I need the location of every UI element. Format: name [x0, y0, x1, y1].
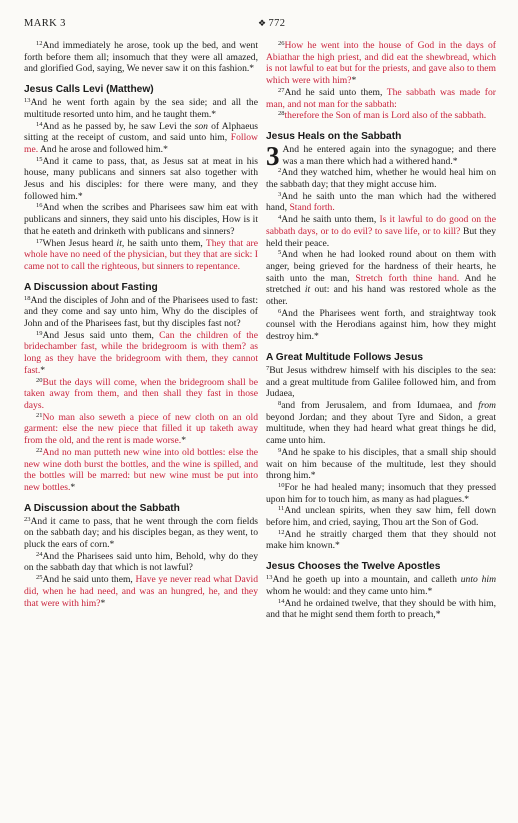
- verse-text: of Alphaeus sitting at the receipt of custom, and said unto him,: [24, 120, 258, 144]
- verse-number: 19: [36, 329, 43, 337]
- words-of-christ: They that are whole have no need of the physician, but they that are sick: I came not to call the righteous, but sinners to repentance.: [24, 237, 258, 272]
- verse-number: 16: [36, 202, 43, 210]
- words-of-christ: Stretch forth thine hand.: [355, 272, 460, 284]
- verse-text: And he saith unto the man which had the withered hand,: [266, 190, 496, 214]
- verse-number: 20: [36, 376, 43, 384]
- words-of-christ: And no man putteth new wine into old bottles: else the new wine doth burst the bottles, and the wine is spilled, and the bottles will be marred: but new wine must be put into new bottles.: [24, 446, 258, 493]
- verse: [266, 191, 496, 214]
- verse-text: And Jesus said unto them,: [42, 329, 160, 341]
- verse-number: 12: [278, 528, 285, 536]
- verse: [266, 598, 496, 621]
- verse: [266, 308, 496, 343]
- verse: [266, 110, 496, 122]
- words-of-christ: Can the children of the bridechamber fast, while the bridegroom is with them? as long as they have the bridegroom with them, they cannot fast.: [24, 329, 258, 376]
- verse-text: And he saith unto them,: [281, 214, 380, 226]
- words-of-christ: Have ye never read what David did, when he had need, and was an hungred, he, and they that were with him?: [24, 574, 258, 609]
- verse: [266, 482, 496, 505]
- words-of-christ: No man also seweth a piece of new cloth on an old garment: else the new piece that filled it up taketh away from the old, and the rent is made worse.: [24, 411, 258, 447]
- verse-text: And he ordained twelve, that they should be with him, and that he might send them forth to preach,*: [266, 597, 496, 621]
- verse-footnote-mark: *: [181, 435, 186, 447]
- verse-text: And he said unto them,: [42, 574, 136, 586]
- words-of-christ: Is it lawful to do good on the sabbath days, or to do evil? to save life, or to kill?: [266, 214, 496, 237]
- verse-text: But Jesus withdrew himself with his disciples to the sea: and a great multitude from Galilee followed him, and from Judaea,: [266, 364, 496, 400]
- verse-text: And he went forth again by the sea side; and all the multitude resorted unto him, and he taught them.*: [24, 97, 258, 120]
- verse-text: And he stretched: [266, 272, 496, 296]
- verse: [266, 505, 496, 528]
- italic-word: unto him: [460, 574, 496, 586]
- verse-text: And they watched him, whether he would heal him on the sabbath day; that they might accuse him.: [266, 167, 496, 191]
- book-chapter-header: MARK 3: [24, 18, 66, 29]
- verse-number: 3: [278, 190, 282, 198]
- verse: [266, 365, 496, 400]
- verse-footnote-mark: *: [100, 597, 106, 609]
- verse-text: And the Pharisees went forth, and straightway took counsel with the Herodians against him, how they might destroy him.*: [266, 307, 496, 343]
- verse-text: For he had healed many; insomuch that they pressed upon him for to touch him, as many as had plagues.*: [266, 481, 496, 505]
- verse-number: 18: [24, 294, 31, 302]
- verse-text: When Jesus heard: [42, 237, 117, 249]
- verse-number: 21: [36, 411, 43, 419]
- verse-text: And when the scribes and Pharisees saw him eat with publicans and sinners, they said unto his disciples, How is it that he eateth and drinketh with publicans and sinners?: [24, 202, 258, 237]
- section-heading: A Great Multitude Follows Jesus: [266, 351, 423, 363]
- verse: [266, 140, 496, 171]
- verse-text: And he spake to his disciples, that a small ship should wait on him because of the multitude, lest they should throng him.*: [266, 446, 496, 482]
- page-number: [258, 18, 285, 29]
- section-heading: A Discussion about the Sabbath: [24, 502, 180, 514]
- verse: [24, 330, 258, 377]
- italic-word: it: [304, 284, 311, 296]
- verse: [24, 574, 258, 609]
- verse-text: And the Pharisees said unto him, Behold, why do they on the sabbath day that which is not lawful?: [24, 550, 258, 574]
- verse-number: 22: [36, 446, 43, 454]
- verse: [266, 447, 496, 482]
- words-of-christ: How he went into the house of God in the days of Abiathar the high priest, and did eat the shewbread, which is not lawful to eat but for the priests, and gave also to them which were with him?: [266, 40, 496, 87]
- verse-text: And unclean spirits, when they saw him, fell down before him, and cried, saying, Thou art the Son of God.: [266, 505, 496, 529]
- verse-number: 5: [278, 249, 282, 257]
- verse-number: 25: [36, 574, 43, 582]
- verse-text: And he arose and followed him.*: [38, 143, 168, 155]
- verse-text: And it came to pass, that he went through the corn fields on the sabbath day; and his disciples began, as they went, to pluck the ears of corn.*: [24, 515, 258, 551]
- italic-word: it: [116, 237, 122, 249]
- section-heading: Jesus Chooses the Twelve Apostles: [266, 561, 441, 573]
- verse-text: and from Jerusalem, and from Idumaea, and: [281, 399, 479, 411]
- verse-text: And when he had looked round about on them with anger, being grieved for the hardness of their hearts, he saith unto the man,: [266, 249, 496, 284]
- italic-word: son: [194, 120, 208, 132]
- verse-text: But they held their peace.: [266, 225, 496, 249]
- verse: [266, 214, 496, 249]
- verse-number: 14: [36, 120, 43, 128]
- right-column: [266, 40, 496, 809]
- verse-number: 17: [36, 237, 43, 245]
- verse: [24, 121, 258, 156]
- verse-number: 10: [278, 481, 285, 489]
- verse: [24, 295, 258, 330]
- verse-number: 28: [278, 110, 285, 118]
- page-ornament-icon: ❖: [258, 18, 267, 28]
- verse-number: 9: [278, 446, 282, 454]
- verse-number: 15: [36, 155, 43, 163]
- verse-text: out: and his hand was restored whole as the other.: [266, 284, 496, 308]
- page-number-value: 772: [268, 18, 286, 29]
- verse: [266, 167, 496, 190]
- verse: [266, 87, 496, 110]
- words-of-christ: But the days will come, when the bridegroom shall be taken away from them, and then shall they fast in those days.: [24, 376, 258, 411]
- running-header: [24, 18, 494, 34]
- verse-number: 27: [278, 86, 285, 94]
- chapter-number: 3: [266, 140, 280, 171]
- verse-number: 6: [278, 307, 282, 315]
- verse-text: And he entered again into the synagogue; and there was a man there which had a withered hand.*: [282, 143, 496, 167]
- verse-footnote-mark: *: [40, 364, 46, 376]
- verse: [266, 529, 496, 552]
- verse-number: 12: [36, 40, 43, 47]
- verse: [266, 40, 496, 87]
- verse-text: , he saith unto them,: [121, 237, 206, 249]
- verse: [266, 400, 496, 447]
- verse: [24, 551, 258, 574]
- verse-number: 24: [36, 550, 43, 558]
- verse-number: 13: [24, 97, 31, 105]
- verse-number: 11: [278, 505, 285, 513]
- section-heading: Jesus Calls Levi (Matthew): [24, 84, 154, 96]
- verse-text: And he goeth up into a mountain, and calleth: [272, 574, 461, 586]
- words-of-christ: Follow me.: [24, 132, 258, 155]
- verse-text: whom he would: and they came unto him.*: [266, 585, 433, 597]
- verse-text: And it came to pass, that, as Jesus sat at meat in his house, many publicans and sinners sat also together with Jesus and his disciples: for there were many, and they followed him.*: [24, 155, 258, 202]
- verse-number: 26: [278, 40, 285, 47]
- verse-footnote-mark: *: [70, 481, 76, 493]
- verse: [24, 202, 258, 237]
- verse-number: 13: [266, 574, 273, 582]
- verse-text: And the disciples of John and of the Pharisees used to fast: and they come and say unto him, Why do the disciples of John and of the Pharisees fast, but thy disciples fast not?: [24, 294, 258, 330]
- verse-text: And he straitly charged them that they should not make him known.*: [266, 528, 496, 552]
- verse: [24, 40, 258, 75]
- words-of-christ: Stand forth.: [289, 202, 335, 214]
- verse-number: 8: [278, 399, 282, 407]
- section-heading: Jesus Heals on the Sabbath: [266, 130, 402, 142]
- verse: [24, 97, 258, 120]
- italic-word: from: [478, 399, 496, 411]
- section-heading: A Discussion about Fasting: [24, 281, 158, 293]
- verse-number: 2: [278, 167, 282, 175]
- verse-text: beyond Jordan; and they about Tyre and Sidon, a great multitude, when they had heard what great things he did, came unto him.: [266, 411, 496, 447]
- verse-text: And he said unto them,: [284, 86, 387, 98]
- verse-text: And immediately he arose, took up the bed, and went forth before them all; insomuch that they were all amazed, and glorified God, saying, We never saw it on this fashion.*: [24, 40, 258, 75]
- verse-number: 23: [24, 515, 31, 523]
- words-of-christ: The sabbath was made for man, and not man for the sabbath:: [266, 86, 496, 110]
- verse: [24, 156, 258, 203]
- verse-number: 7: [266, 364, 270, 372]
- verse-number: 14: [278, 597, 285, 605]
- words-of-christ: therefore the Son of man is Lord also of the sabbath.: [284, 110, 487, 122]
- verse: [24, 377, 258, 412]
- verse: [24, 516, 258, 551]
- verse: [266, 249, 496, 308]
- verse-footnote-mark: *: [351, 75, 357, 87]
- verse: [24, 238, 258, 273]
- verse: [24, 447, 258, 494]
- left-column: [24, 40, 258, 809]
- verse: [266, 574, 496, 597]
- verse-text: And as he passed by, he saw Levi the: [42, 120, 195, 132]
- verse-number: 4: [278, 214, 282, 222]
- verse: [24, 412, 258, 447]
